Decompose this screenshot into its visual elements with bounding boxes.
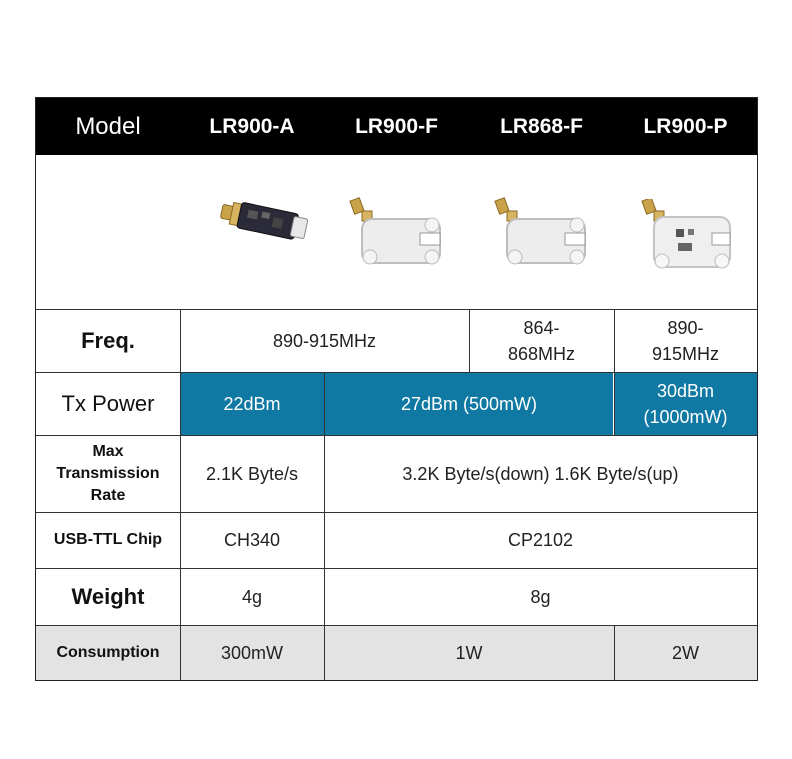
consumption-value-p: 2W bbox=[672, 642, 699, 663]
lr900-p-device-icon bbox=[638, 199, 738, 279]
tx-power-value-a: 22dBm bbox=[223, 393, 281, 414]
weight-label: Weight bbox=[71, 583, 145, 609]
model-lr900-f: LR900-F bbox=[355, 114, 438, 138]
lr900-f-device-icon bbox=[348, 195, 448, 275]
freq-value-p: 890- 915MHz bbox=[651, 317, 720, 364]
consumption-value-a: 300mW bbox=[220, 642, 283, 663]
weight-value-others: 8g bbox=[530, 586, 551, 607]
chip-value-others: CP2102 bbox=[507, 530, 574, 550]
weight-value-a: 4g bbox=[241, 586, 263, 607]
model-lr900-p: LR900-P bbox=[643, 114, 728, 138]
consumption-value-f: 1W bbox=[455, 642, 483, 663]
freq-label: Freq. bbox=[81, 327, 135, 353]
rate-value-a: 2.1K Byte/s bbox=[205, 463, 299, 484]
tx-power-value-f: 27dBm (500mW) bbox=[400, 393, 538, 414]
rate-label: Max Transmission Rate bbox=[56, 442, 160, 504]
chip-value-a: CH340 bbox=[223, 530, 281, 550]
comparison-table bbox=[35, 97, 758, 681]
consumption-label: Consumption bbox=[56, 643, 160, 661]
model-lr900-a: LR900-A bbox=[209, 114, 295, 138]
rate-value-others: 3.2K Byte/s(down) 1.6K Byte/s(up) bbox=[402, 463, 679, 484]
model-column-label: Model bbox=[75, 112, 141, 140]
product-image-row bbox=[36, 155, 757, 310]
tx-power-label: Tx Power bbox=[61, 390, 155, 416]
lr868-f-device-icon bbox=[493, 195, 593, 275]
chip-label: USB-TTL Chip bbox=[53, 531, 163, 548]
model-lr868-f: LR868-F bbox=[500, 114, 583, 138]
tx-power-value-p: 30dBm (1000mW) bbox=[643, 380, 728, 427]
lr900-a-device-icon bbox=[216, 199, 311, 249]
freq-value-a-f: 890-915MHz bbox=[272, 330, 377, 351]
freq-value-868: 864- 868MHz bbox=[507, 317, 576, 364]
